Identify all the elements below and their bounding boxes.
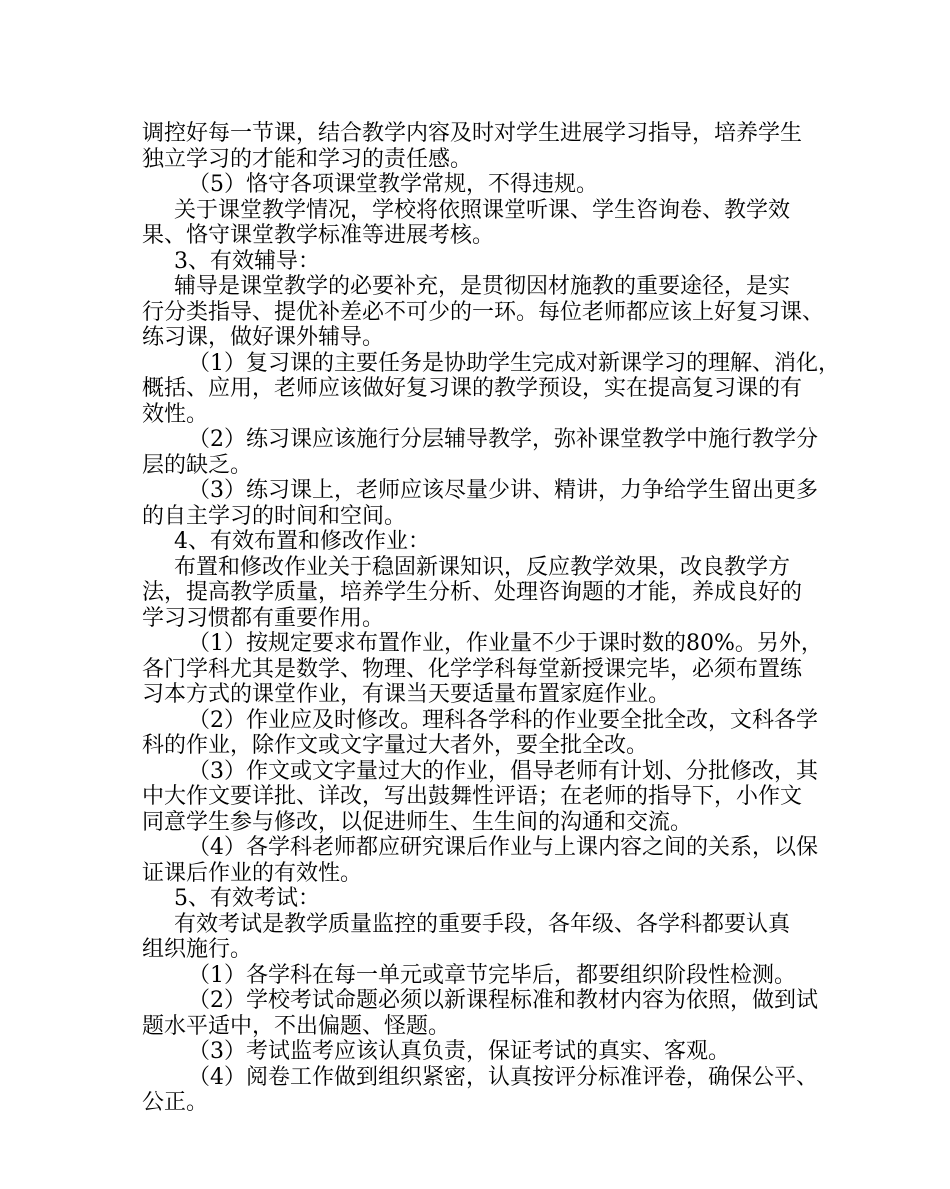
text-line: 果、恪守课堂教学标准等进展考核。 xyxy=(142,223,495,248)
text-line: （4）各学科老师都应研究课后作业与上课内容之间的关系，以保 xyxy=(188,835,818,860)
text-line: 有效考试是教学质量监控的重要手段，各年级、各学科都要认真 xyxy=(174,911,791,937)
text-line: 法，提高教学质量，培养学生分析、处理咨询题的才能，养成良好的 xyxy=(142,580,803,605)
text-line: 中大作文要详批、详改，写出鼓舞性评语；在老师的指导下，小作文 xyxy=(142,784,803,809)
text-line: 概括、应用，老师应该做好复习课的教学预设，实在提高复习课的有 xyxy=(142,376,803,401)
text-line: （3）作文或文字量过大的作业，倡导老师有计划、分批修改，其 xyxy=(188,758,818,784)
text-line: 独立学习的才能和学习的责任感。 xyxy=(142,146,473,172)
text-line: （1）按规定要求布置作业，作业量不少于课时数的80%。另外， xyxy=(188,631,823,656)
text-line: （4）阅卷工作做到组织紧密，认真按评分标准评卷，确保公平、 xyxy=(188,1064,818,1090)
text-line: 调控好每一节课，结合教学内容及时对学生进展学习指导，培养学生 xyxy=(142,121,803,146)
text-line: （2）练习课应该施行分层辅导教学，弥补课堂教学中施行教学分 xyxy=(188,427,818,452)
text-line: 练习课，做好课外辅导。 xyxy=(142,325,385,350)
text-line: 4、有效布置和修改作业： xyxy=(174,529,430,554)
text-line: 效性。 xyxy=(142,401,209,427)
text-line: 科的作业，除作文或文字量过大者外，要全批全改。 xyxy=(142,733,649,758)
text-line: 学习习惯都有重要作用。 xyxy=(142,605,385,631)
text-line: （2）学校考试命题必须以新课程标准和教材内容为依照，做到试 xyxy=(188,988,818,1013)
text-line: 5、有效考试： xyxy=(174,886,320,911)
text-line: 各门学科尤其是数学、物理、化学学科每堂新授课完毕，必须布置练 xyxy=(142,656,803,682)
text-line: 层的缺乏。 xyxy=(142,452,253,478)
text-line: 辅导是课堂教学的必要补充，是贯彻因材施教的重要途径，是实 xyxy=(174,274,791,299)
text-line: 组织施行。 xyxy=(142,937,253,962)
text-line: （3）练习课上，老师应该尽量少讲、精讲，力争给学生留出更多 xyxy=(188,478,818,503)
text-line: （1）各学科在每一单元或章节完毕后，都要组织阶段性检测。 xyxy=(188,962,796,988)
text-line: （1）复习课的主要任务是协助学生完成对新课学习的理解、消化， xyxy=(188,350,840,376)
text-line: 习本方式的课堂作业，有课当天要适量布置家庭作业。 xyxy=(142,682,671,707)
text-line: 布置和修改作业关于稳固新课知识，反应教学效果，改良教学方 xyxy=(174,554,791,580)
text-line: 关于课堂教学情况，学校将依照课堂听课、学生咨询卷、教学效 xyxy=(174,197,791,223)
text-line: 行分类指导、提优补差必不可少的一环。每位老师都应该上好复习课、 xyxy=(142,299,825,325)
text-line: （2）作业应及时修改。理科各学科的作业要全批全改，文科各学 xyxy=(188,707,818,733)
text-line: （3）考试监考应该认真负责，保证考试的真实、客观。 xyxy=(188,1039,730,1064)
text-line: 的自主学习的时间和空间。 xyxy=(142,503,407,529)
text-line: 3、有效辅导： xyxy=(174,248,320,274)
text-line: 题水平适中，不出偏题、怪题。 xyxy=(142,1013,451,1039)
document-body xyxy=(142,121,840,1116)
text-line: 证课后作业的有效性。 xyxy=(142,860,363,886)
text-line: （5）恪守各项课堂教学常规，不得违规。 xyxy=(188,172,598,197)
text-line: 同意学生参与修改，以促进师生、生生间的沟通和交流。 xyxy=(142,809,693,835)
text-line: 公正。 xyxy=(142,1090,209,1115)
